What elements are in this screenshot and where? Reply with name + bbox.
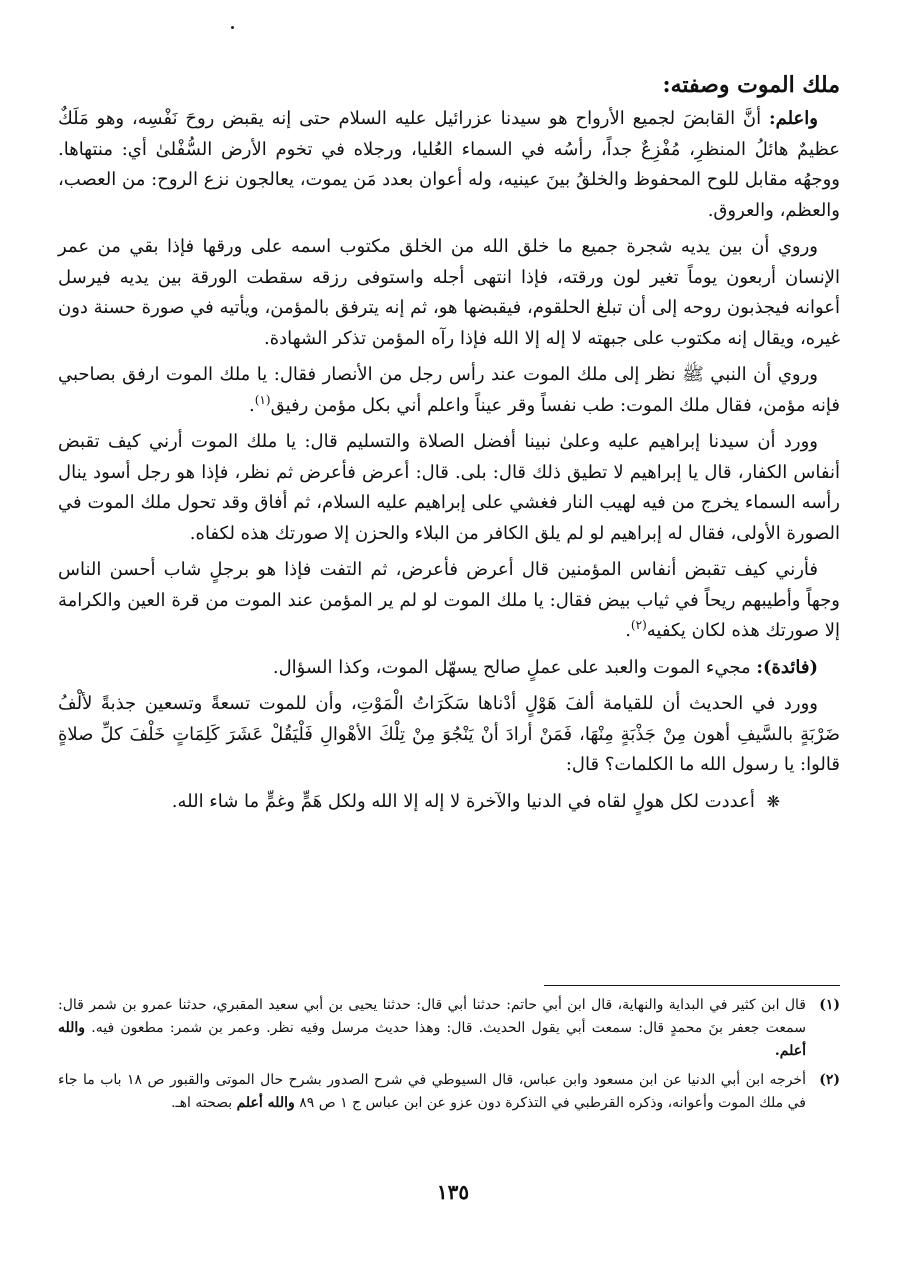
paragraph-7: [58, 787, 840, 818]
paragraph-5: فأرني كيف تقبض أنفاس المؤمنين قال أعرض فأعرض، ثم التفت فإذا هو برجلٍ شاب أحسن الناس وجهاً وأطيبهم ريحاً في ثياب بيض فقال: يا ملك الموت لو لم ير المؤمن عند الموت من قرة العين والكرامة إلا صورتك هذه لكان يكفيه$^{(٢)}$.: [58, 559, 840, 641]
footnotes: [58, 994, 840, 1121]
paragraph-1-lead: واعلم:: [768, 108, 818, 129]
footnote-ref-1: (١): [254, 392, 271, 407]
footnote-divider: [544, 985, 840, 986]
footnote-1-body: [58, 994, 806, 1063]
page-number: ١٣٥: [436, 1180, 470, 1204]
footnote-2-closing: والله أعلم: [236, 1095, 295, 1111]
main-body: [58, 104, 840, 823]
footnote-1: [58, 994, 840, 1063]
faida-text: مجيء الموت والعبد على عملٍ صالح يسهّل الموت، وكذا السؤال.: [272, 656, 751, 678]
scan-dot-mark: [231, 26, 234, 29]
paragraph-7-text: أعددت لكل هولٍ لقاه في الدنيا والآخرة لا إله إلا الله ولكل هَمٍّ وغمٍّ ما شاء الله.: [171, 790, 755, 812]
footnote-ref-2: (٢): [630, 618, 647, 632]
footnote-2-text: أخرجه ابن أبي الدنيا عن ابن مسعود وابن عباس، قال السيوطي في شرح الصدور بشرح حال الموتى والقبور ص ١٨ باب ما جاء في ملك الموت وأعوانه، وذكره القرطبي في التذكرة دون عزو عن ابن عباس ج ١ ص ٨٩: [58, 1072, 806, 1111]
paragraph-1: [58, 104, 840, 226]
footnote-1-closing: والله أعلم.: [58, 1020, 806, 1059]
faida-label: (فائدة):: [756, 656, 818, 678]
paragraph-3: وروي أن النبي ﷺ نظر إلى ملك الموت عند رأس رجل من الأنصار فقال: يا ملك الموت ارفق بصاحبي فإنه مؤمن، فقال ملك الموت: طب نفساً وقر عيناً واعلم أني بكل مؤمن رفيق$^{(١)}$.: [58, 364, 840, 416]
footnote-2: [58, 1069, 840, 1115]
footnote-2-number: (٢): [819, 1072, 840, 1088]
bullet-star-icon: ❋: [766, 791, 780, 811]
paragraph-6: وورد في الحديث أن للقيامة ألفَ هَوْلٍ أدْناها سَكَرَاتُ الْمَوْتِ، وأن للموت تسعةً وتسعين جذبةً لألْفُ ضَرْبَةٍ بالسَّيفِ أهون مِنْ جَذْبَةٍ مِنْهَا، فَمَنْ أرادَ أنْ يَنْجُوَ مِنْ تِلْكَ الأهْوالِ فَلْيَقُلْ عَشَرَ كَلِمَاتٍ خَلْفَ كلِّ صلاةٍ قالوا: يا رسول الله ما الكلمات؟ قال:: [58, 693, 840, 775]
paragraph-1-text: أنَّ القابضَ لجميع الأرواح هو سيدنا عزرائيل عليه السلام حتى إنه يقبض روحَ نَفْسِه، وهو مَلَكٌ عظيمٌ هائلُ المنظرِ، مُفْزِعٌ جداً، رأسُه في السماء العُليا، ورجلاه في تخوم الأرض السُّفْلىٰ أي: منتهاها. ووجهُه مقابل للوح المحفوظ والخلقُ بينَ عينيه، وله أعوان بعدد مَن يموت، يعالجون نزع الروح: من العصب، والعظم، والعروق.: [58, 108, 840, 221]
faida-paragraph: [58, 653, 840, 684]
footnote-1-number: (١): [819, 997, 840, 1013]
footnote-2-body: [58, 1069, 806, 1115]
footnote-1-text: قال ابن كثير في البداية والنهاية، قال ابن أبي حاتم: حدثنا أبي قال: حدثنا يحيى بن أبي سعيد المقبري، حدثنا عمرو بن شمر قال: سمعت جعفر بنَ محمدٍ قال: سمعت أبي يقول الحديث. قال: وهذا حديث مرسل وفيه نظر. وعمر بن شمر: مطعون فيه.: [58, 997, 806, 1036]
paragraph-5-text: فأرني كيف تقبض أنفاس المؤمنين قال أعرض فأعرض، ثم التفت فإذا هو برجلٍ شاب أحسن الناس وجهاً وأطيبهم ريحاً في ثياب بيض فقال: يا ملك الموت لو لم ير المؤمن عند الموت من قرة العين والكرامة إلا صورتك هذه لكان يكفيه: [58, 559, 840, 641]
section-heading: ملك الموت وصفته:: [662, 72, 840, 98]
paragraph-4: وورد أن سيدنا إبراهيم عليه وعلىٰ نبينا أفضل الصلاة والتسليم قال: يا ملك الموت أرني كيف تقبض أنفاس الكفار، قال يا إبراهيم لا تطيق ذلك قال: بلى. قال: أعرض فأعرض ثم نظر، فإذا هو رجل أسود ينال رأسه السماء يخرج من فيه لهيب النار فغشي على إبراهيم عليه السلام، ثم أفاق وقد تحول ملك الموت في الصورة الأولى، فقال له إبراهيم لو لم يلق الكافر من البلاء والحزن إلا صورتك هذه لكفاه.: [58, 431, 840, 544]
footnote-2-after: بصحته اهـ.: [171, 1095, 233, 1111]
paragraph-3-text: وروي أن النبي ﷺ نظر إلى ملك الموت عند رأس رجل من الأنصار فقال: يا ملك الموت ارفق بصاحبي فإنه مؤمن، فقال ملك الموت: طب نفساً وقر عيناً واعلم أني بكل مؤمن رفيق: [58, 364, 840, 416]
paragraph-2: وروي أن بين يديه شجرة جميع ما خلق الله من الخلق مكتوب اسمه على ورقها فإذا بقي من عمر الإنسان أربعون يوماً تغير لون ورقته، فإذا انتهى أجله واستوفى رزقه سقطت الورقة بين يديه فيرسل أعوانه فيجذبون روحه إلى أن تبلغ الحلقوم، فيقبضها هو، ثم إنه يترفق بالمؤمن، ويأتيه في صورة حسنة دون غيره، ويقال إنه مكتوب على جبهته لا إله إلا الله فإذا رآه المؤمن تذكر الشهادة.: [58, 236, 841, 349]
